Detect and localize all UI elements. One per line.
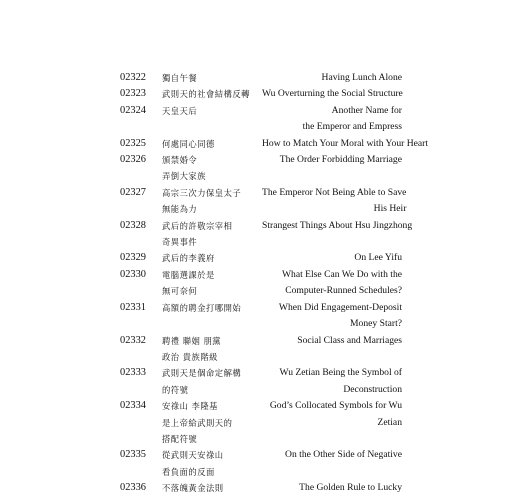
entry-row [120, 70, 402, 86]
english-title [262, 398, 402, 431]
chinese-title-line: 武后的李義府 [162, 253, 215, 264]
chinese-title [162, 365, 262, 398]
entry-number: 02334 [120, 400, 146, 412]
entry-number: 02323 [120, 88, 146, 100]
english-title-line: Social Class and Marriages [297, 334, 402, 346]
english-title-line: the Emperor and Empress [302, 121, 402, 133]
chinese-title-line: 武后的許敬宗宰相 [162, 220, 233, 231]
chinese-title-line: 獨自午餐 [162, 73, 198, 83]
entry-number: 02325 [120, 137, 146, 149]
chinese-title-line: 電腦選課於是 [162, 269, 215, 280]
chinese-title [162, 86, 262, 102]
chinese-title-line: 搭配符號 [162, 433, 198, 444]
chinese-title [162, 70, 262, 86]
english-title-line: The Golden Rule to Lucky [299, 482, 402, 494]
english-title [262, 267, 402, 300]
english-title-line: Strangest Things About Hsu Jingzhong [262, 219, 413, 231]
english-title [262, 70, 402, 86]
entry-row [120, 300, 402, 333]
english-title [262, 185, 406, 218]
chinese-title-line: 政治 貴族階級 [162, 351, 218, 362]
chinese-title-line: 弄倒大家族 [162, 171, 206, 182]
chinese-title [162, 136, 262, 152]
entry-number: 02336 [120, 482, 146, 494]
english-title-line: Wu Zetian Being the Symbol of [279, 367, 402, 379]
english-title [262, 218, 412, 234]
english-title-line: On Lee Yifu [354, 252, 402, 264]
entry-row [120, 447, 402, 480]
entry-number: 02332 [120, 334, 146, 346]
english-title-line: The Emperor Not Being Able to Save [262, 186, 407, 198]
entry-row [120, 218, 413, 251]
entry-number: 02322 [120, 72, 146, 83]
english-title [262, 447, 402, 463]
english-title-line: God’s Collocated Symbols for Wu [269, 400, 402, 412]
entry-number: 02324 [120, 104, 146, 116]
english-title-line: The Order Forbidding Marriage [279, 154, 402, 166]
entry-number: 02331 [120, 301, 146, 313]
entry-row [120, 86, 402, 102]
chinese-title-line: 天皇天后 [162, 105, 198, 116]
chinese-title-line: 不落魄黃金法則 [162, 483, 224, 494]
chinese-title-line: 頒禁婚令 [162, 155, 198, 166]
entry-row [120, 365, 402, 398]
english-title [262, 300, 402, 333]
english-title-line: Computer-Runned Schedules? [285, 285, 402, 297]
english-title-line: Zetian [377, 416, 402, 428]
chinese-title [162, 300, 262, 316]
english-title [262, 152, 402, 168]
chinese-title [162, 152, 262, 185]
chinese-title-line: 無可奈何 [162, 286, 198, 297]
english-title [262, 480, 402, 496]
chinese-title [162, 333, 262, 366]
entry-row [120, 398, 402, 447]
english-title-line: Deconstruction [343, 383, 402, 395]
english-title-line: Having Lunch Alone [321, 72, 402, 83]
entry-number: 02335 [120, 449, 146, 461]
chinese-title-line: 從武則天安祿山 [162, 450, 224, 461]
entry-list [120, 70, 429, 497]
chinese-title-line: 武則天是個命定解構 [162, 368, 242, 379]
chinese-title [162, 480, 262, 496]
english-title [262, 103, 402, 136]
entry-row [120, 480, 402, 496]
chinese-title [162, 267, 262, 300]
chinese-title [162, 447, 262, 480]
chinese-title [162, 218, 262, 251]
entry-number: 02326 [120, 154, 146, 166]
english-title-line: How to Match Your Moral with Your Heart [262, 137, 429, 149]
english-title [262, 136, 428, 152]
chinese-title-line: 高宗三次力保皇太子 [162, 187, 242, 198]
chinese-title-line: 武則天的社會結構反轉 [162, 89, 250, 100]
chinese-title-line: 看負面的反面 [162, 466, 215, 477]
entry-row [120, 333, 402, 366]
entry-row [120, 103, 402, 136]
english-title-line: Wu Overturning the Social Structure [262, 88, 403, 100]
english-title [262, 333, 402, 349]
english-title-line: On the Other Side of Negative [285, 449, 402, 461]
entry-row [120, 136, 429, 152]
chinese-title-line: 的符號 [162, 384, 189, 395]
chinese-title-line: 聘禮 聯姻 朋黨 [162, 335, 222, 346]
english-title-line: When Did Engagement-Deposit [278, 301, 402, 313]
chinese-title-line: 何處同心同德 [162, 138, 215, 149]
chinese-title [162, 398, 262, 447]
entry-number: 02327 [120, 186, 146, 198]
entry-number: 02328 [120, 219, 146, 231]
entry-number: 02333 [120, 367, 146, 379]
english-title [262, 86, 403, 102]
english-title [262, 250, 402, 266]
english-title-line: What Else Can We Do with the [281, 268, 402, 280]
chinese-title [162, 185, 262, 218]
chinese-title [162, 250, 262, 266]
english-title-line: His Heir [373, 203, 407, 215]
english-title [262, 365, 402, 398]
chinese-title-line: 無能為力 [162, 204, 198, 215]
chinese-title-line: 安祿山 李隆基 [162, 401, 218, 412]
entry-row [120, 152, 402, 185]
entry-row [120, 250, 402, 266]
entry-number: 02330 [120, 268, 146, 280]
chinese-title-line: 奇異事件 [162, 237, 198, 248]
english-title-line: Money Start? [350, 318, 402, 330]
entry-row [120, 185, 407, 218]
chinese-title [162, 103, 262, 119]
english-title-line: Another Name for [331, 104, 402, 116]
entry-row [120, 267, 402, 300]
chinese-title-line: 是上帝給武則天的 [162, 417, 233, 428]
chinese-title-line: 高額的聘金打哪開始 [162, 302, 242, 313]
entry-number: 02329 [120, 252, 146, 264]
